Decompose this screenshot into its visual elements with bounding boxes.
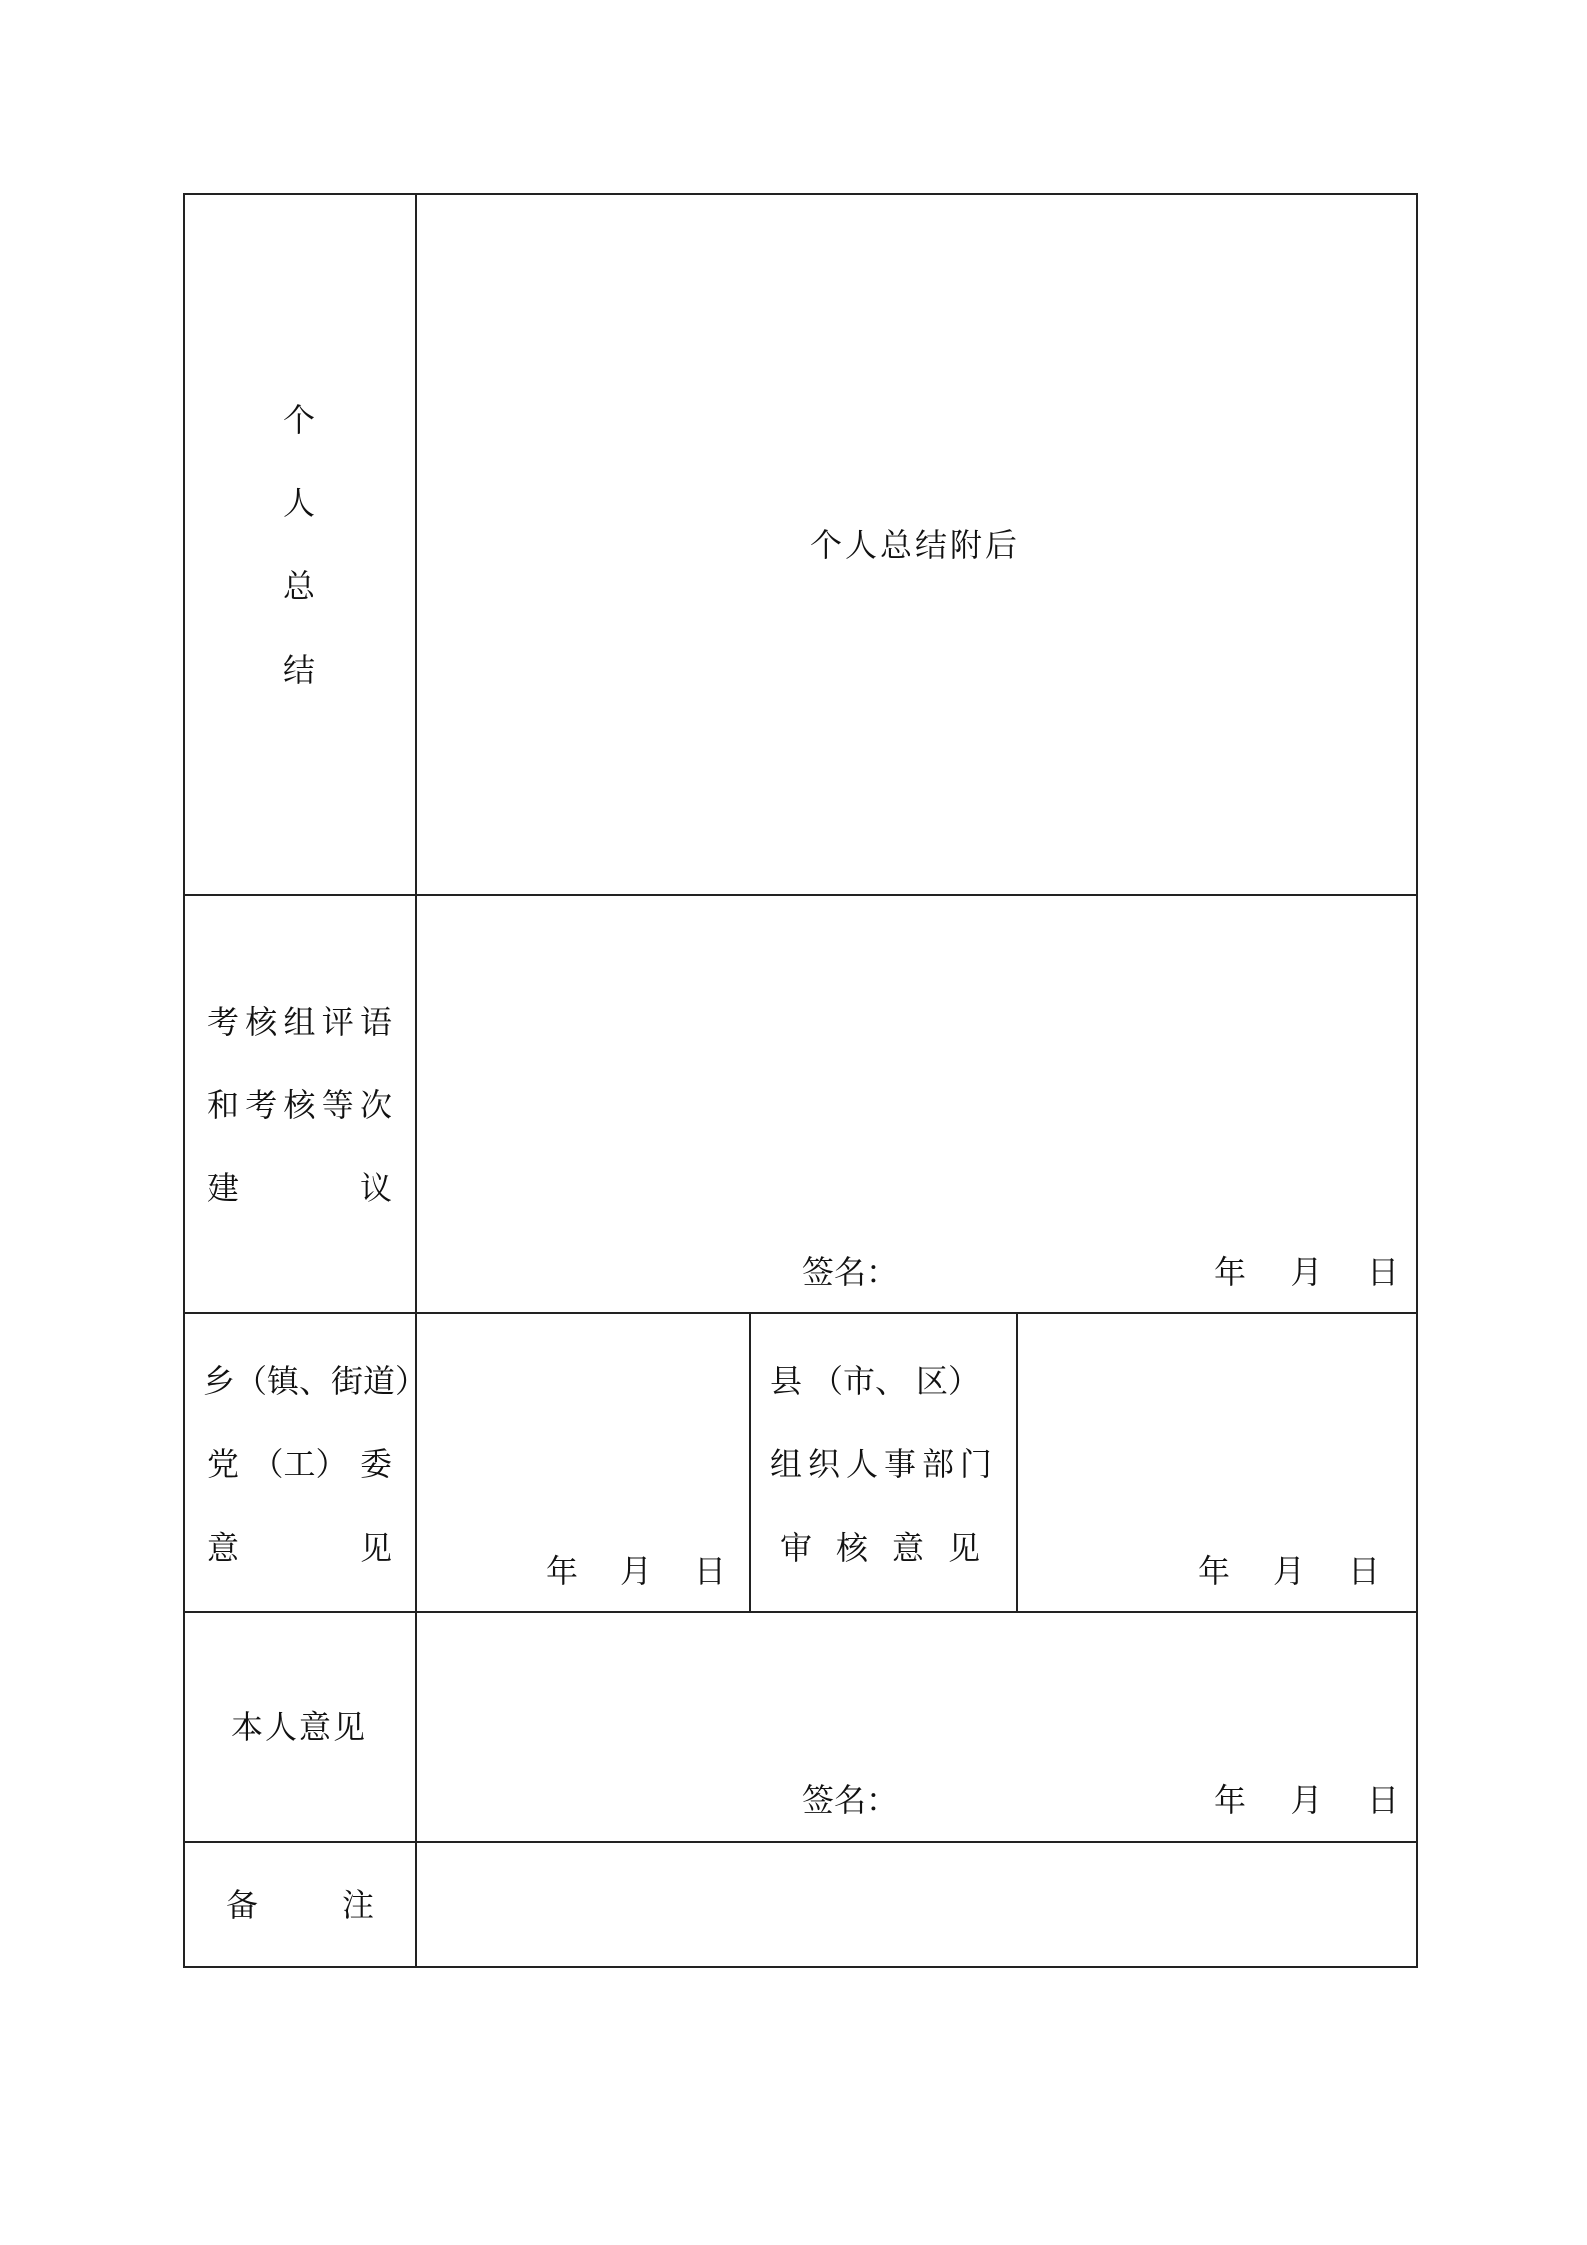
county-date: 年 月 日	[1198, 1552, 1380, 1590]
personal-summary-label: 个	[282, 401, 316, 439]
county-label-line-3: 审 核 意 见	[780, 1529, 980, 1567]
cell-divider	[1016, 1312, 1018, 1612]
township-label-line-3: 意 见	[207, 1529, 392, 1567]
assessment-date: 年 月 日	[1214, 1253, 1399, 1291]
row-divider	[183, 894, 1417, 896]
self-opinion-signature-label: 签名：	[802, 1781, 899, 1819]
remarks-label: 备 注	[226, 1886, 374, 1924]
personal-summary-label: 人	[282, 484, 316, 522]
row-divider	[183, 1841, 1417, 1843]
assessment-signature-label: 签名：	[802, 1253, 899, 1291]
personal-summary-content: 个人总结附后	[809, 526, 1021, 564]
assessment-label-line-3: 建 议	[207, 1169, 392, 1207]
personal-summary-label: 总	[282, 567, 316, 605]
township-date: 年 月 日	[546, 1552, 726, 1590]
table-border-top	[183, 193, 1417, 195]
label-column-divider	[415, 193, 417, 1968]
row-divider	[183, 1611, 1417, 1613]
county-label-line-1: 县 （市、 区）	[770, 1362, 980, 1400]
assessment-label-line-2: 和 考 核 等 次	[207, 1086, 392, 1124]
township-label-line-1: 乡 （镇、 街道）	[203, 1362, 428, 1400]
assessment-label-line-1: 考 核 组 评 语	[207, 1003, 392, 1041]
cell-divider	[749, 1312, 751, 1612]
self-opinion-label: 本人意见	[230, 1708, 368, 1746]
township-label-line-2: 党 （工） 委	[207, 1445, 392, 1483]
table-border-right	[1416, 193, 1418, 1968]
county-label-line-2: 组 织 人 事 部 门	[770, 1445, 992, 1483]
self-opinion-date: 年 月 日	[1214, 1781, 1399, 1819]
row-divider	[183, 1312, 1417, 1314]
table-border-bottom	[183, 1966, 1417, 1968]
personal-summary-label: 结	[282, 651, 316, 689]
table-border-left	[183, 193, 185, 1968]
